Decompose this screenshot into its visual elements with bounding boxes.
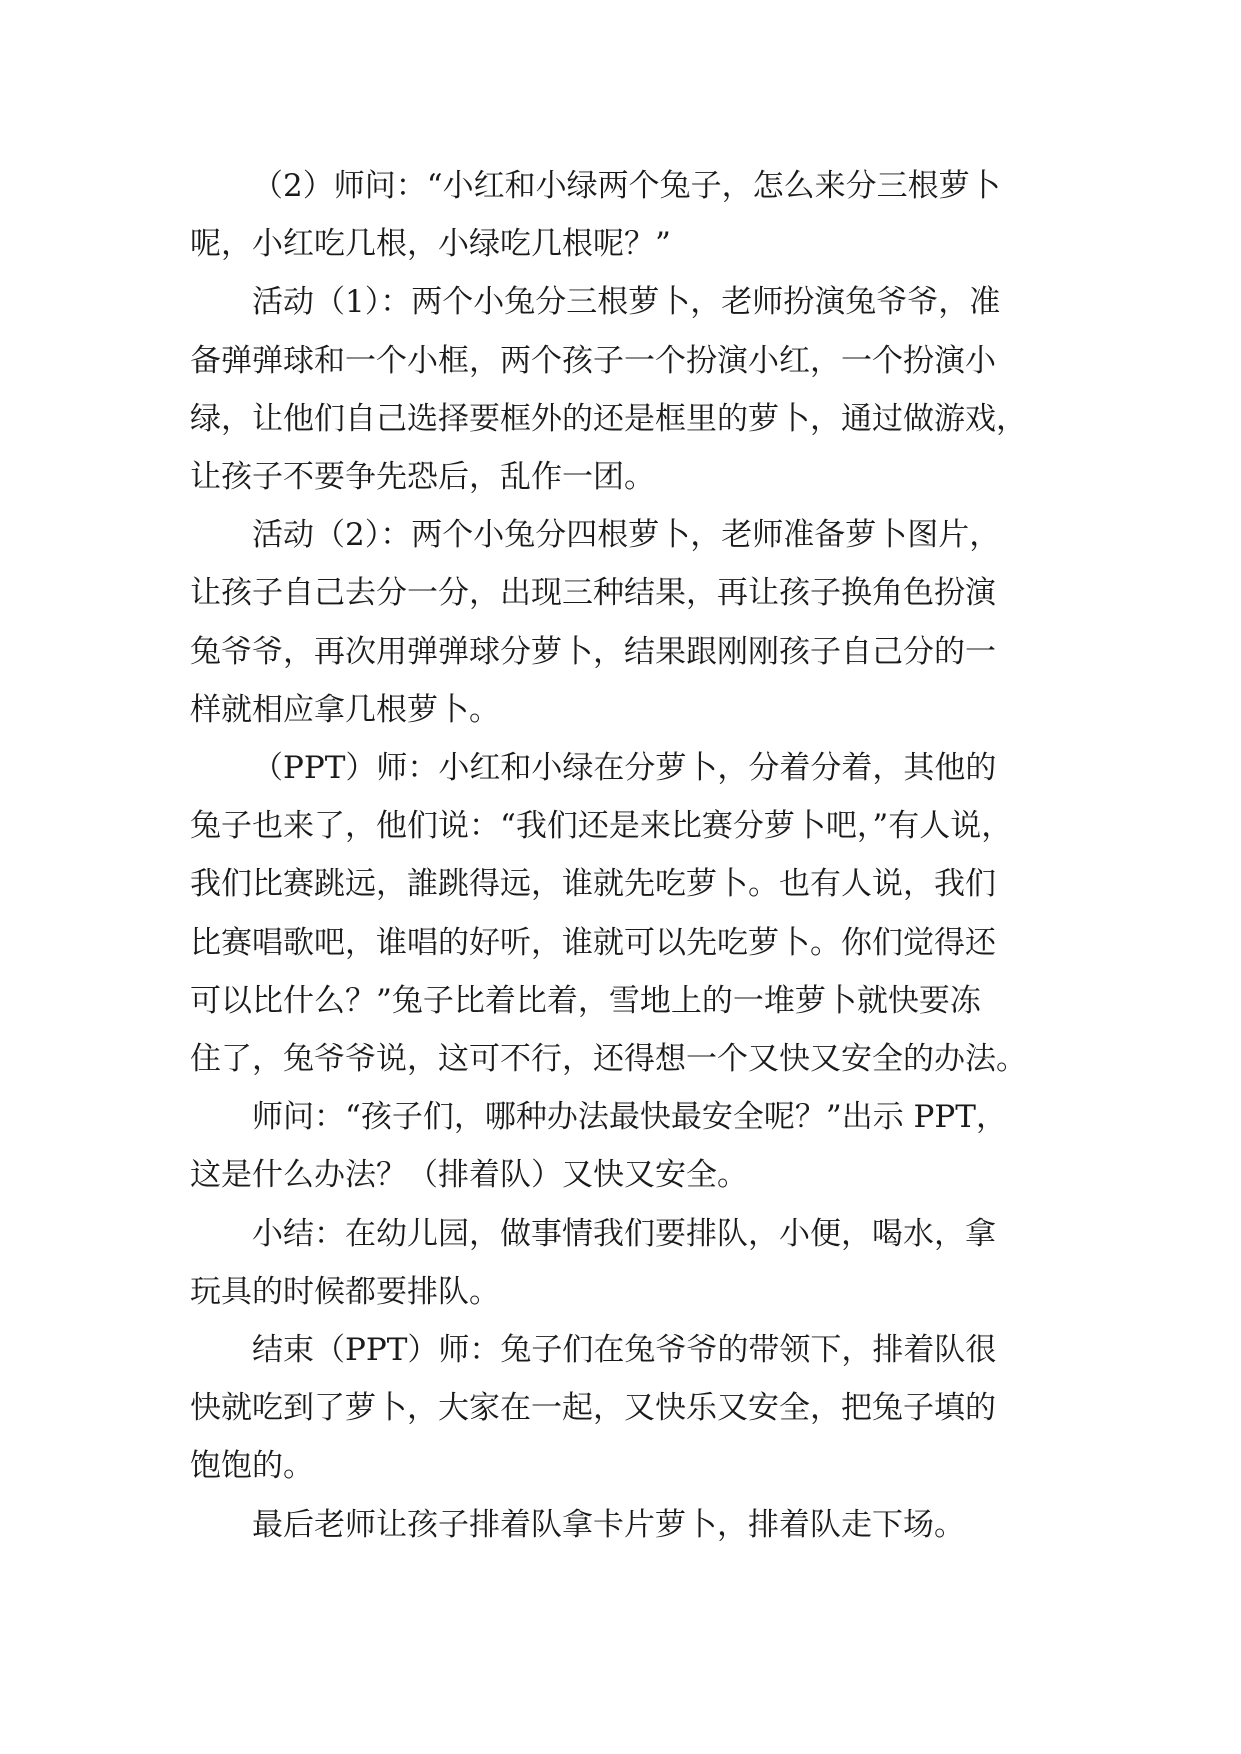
paragraph: （PPT）师：小红和小绿在分萝卜，分着分着，其他的 兔子也来了，他们说：“我们还是来比赛分萝卜吧，”有人说， 我们比赛跳远，誰跳得远，谁就先吃萝卜。也有人说，我们 比赛唱歌吧，谁唱的好听，谁就可以先吃萝卜。你们觉得还 可以比什么？”兔子比着比着，雪地上的一堆萝卜就快要冻 住了，兔爷爷说，这可不行，还得想一个又快又安全的办法。	[190, 750, 1027, 1078]
paragraph: （2）师问：“小红和小绿两个兔子，怎么来分三根萝卜 呢，小红吃几根，小绿吃几根呢？”	[190, 168, 1001, 263]
paragraph: 结束（PPT）师：兔子们在兔爷爷的带领下，排着队很 快就吃到了萝卜，大家在一起，又快乐又安全，把兔子填的 饱饱的。	[190, 1332, 997, 1485]
document-body	[190, 157, 1060, 1554]
paragraph: 小结：在幼儿园，做事情我们要排队，小便，喝水，拿 玩具的时候都要排队。	[190, 1215, 996, 1310]
paragraph: 活动（1）：两个小兔分三根萝卜，老师扮演兔爷爷，准 备弹弹球和一个小框，两个孩子一个扮演小红，一个扮演小 绿，让他们自己选择要框外的还是框里的萝卜，通过做游戏， 让孩子不要争先恐后，乱作一团。	[190, 284, 1027, 496]
paragraph: 师问：“孩子们，哪种办法最快最安全呢？”出示 PPT， 这是什么办法？（排着队）又快又安全。	[190, 1099, 1007, 1194]
paragraph: 活动（2）：两个小兔分四根萝卜，老师准备萝卜图片， 让孩子自己去分一分，出现三种结果，再让孩子换角色扮演 兔爷爷，再次用弹弹球分萝卜，结果跟刚刚孩子自己分的一 样就相应拿几根萝卜。	[190, 517, 1001, 728]
paragraph: 最后老师让孩子排着队拿卡片萝卜，排着队走下场。	[252, 1506, 965, 1543]
